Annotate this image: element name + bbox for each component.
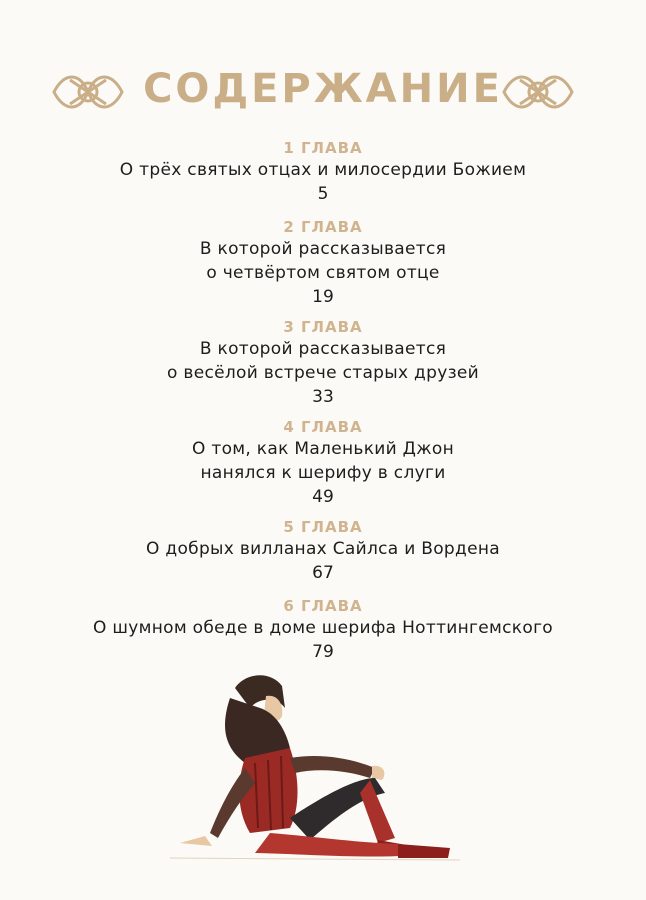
seated-figure-illustration xyxy=(150,668,470,868)
chapter-title: О шумном обеде в доме шерифа Ноттингемского xyxy=(92,618,554,638)
page-number: 49 xyxy=(312,487,334,507)
chapter-title: В которой рассказывается xyxy=(199,339,447,359)
chapter-title: О добрых вилланах Сайлса и Вордена xyxy=(146,539,500,559)
chapter-title: нанялся к шерифу в слуги xyxy=(200,463,446,483)
page-number: 33 xyxy=(312,387,334,407)
chapter-label: 2 ГЛАВА xyxy=(283,218,363,236)
toc-entry[interactable] xyxy=(0,217,646,309)
celtic-knot-icon xyxy=(500,66,576,118)
chapter-title: В которой рассказывается xyxy=(199,239,447,259)
toc-entry[interactable] xyxy=(0,417,646,509)
page-number: 67 xyxy=(312,563,334,583)
chapter-title: О том, как Маленький Джон xyxy=(191,439,454,459)
page-number: 5 xyxy=(317,184,329,204)
chapter-label: 3 ГЛАВА xyxy=(283,318,363,336)
page-title: СОДЕРЖАНИЕ xyxy=(143,66,503,112)
chapter-label: 6 ГЛАВА xyxy=(283,597,363,615)
chapter-title: о весёлой встрече старых друзей xyxy=(166,363,480,383)
toc-entry[interactable] xyxy=(0,517,646,585)
toc-entry[interactable] xyxy=(0,317,646,409)
chapter-label: 5 ГЛАВА xyxy=(283,518,363,536)
page-number: 79 xyxy=(312,642,334,662)
toc-entry[interactable] xyxy=(0,138,646,206)
chapter-title: о четвёртом святом отце xyxy=(206,263,440,283)
chapter-label: 1 ГЛАВА xyxy=(283,139,363,157)
page-number: 19 xyxy=(312,287,334,307)
chapter-label: 4 ГЛАВА xyxy=(283,418,363,436)
title-row xyxy=(0,58,646,128)
chapter-title: О трёх святых отцах и милосердии Божием xyxy=(119,160,527,180)
toc-entry[interactable] xyxy=(0,596,646,664)
